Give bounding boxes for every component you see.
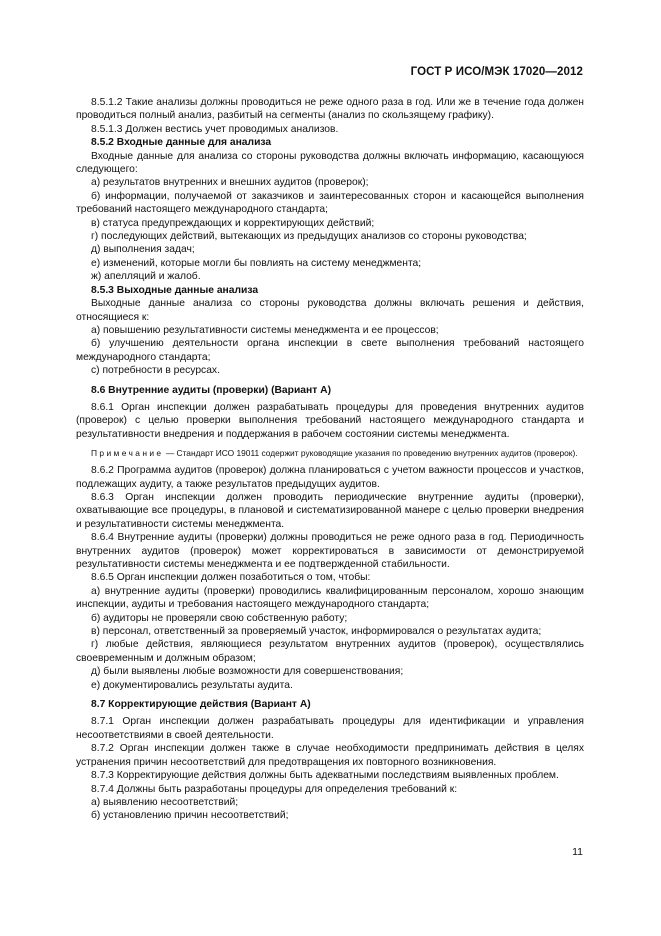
list-item: а) выявлению несоответствий; xyxy=(91,796,239,808)
list-item: б) улучшению деятельности органа инспекции в свете выполнения требований настоящего международного стандарта; xyxy=(76,338,584,363)
paragraph: 8.6.5 Орган инспекции должен позаботиться о том, чтобы: xyxy=(91,572,371,584)
list-item: б) установлению причин несоответствий; xyxy=(91,810,289,822)
paragraph: 8.5.1.2 Такие анализы должны проводиться не реже одного раза в год. Или же в течение года должен проводиться полный анализ, разбитый на сегменты (анализ по скользящему графику). xyxy=(76,97,584,122)
page-header: ГОСТ Р ИСО/МЭК 17020—2012 xyxy=(410,66,583,78)
list-item: ж) апелляций и жалоб. xyxy=(91,271,201,283)
section-heading: 8.6 Внутренние аудиты (проверки) (Вариант А) xyxy=(91,384,331,396)
list-item: б) аудиторы не проверяли свою собственную работу; xyxy=(91,612,348,624)
note-label: Примечание xyxy=(91,448,164,459)
paragraph: 8.6.2 Программа аудитов (проверок) должна планироваться с учетом важности процессов и участков, подлежащих аудиту, а также результатов предыдущих аудитов. xyxy=(76,465,584,490)
section-heading: 8.5.3 Выходные данные анализа xyxy=(91,284,259,296)
list-item: е) изменений, которые могли бы повлиять на систему менеджмента; xyxy=(91,257,422,269)
page-number: 11 xyxy=(572,846,583,858)
list-item: а) внутренние аудиты (проверки) проводились квалифицированным персоналом, хорошо знающим инспекции, аудиты и требования настоящего международного стандарта; xyxy=(76,585,584,611)
paragraph: 8.7.4 Должны быть разработаны процедуры для определения требований к: xyxy=(91,783,458,795)
list-item: а) результатов внутренних и внешних аудитов (проверок); xyxy=(91,177,369,189)
note xyxy=(76,447,584,459)
list-item: г) последующих действий, вытекающих из предыдущих анализов со стороны руководства; xyxy=(91,231,527,243)
list-item: е) документировались результаты аудита. xyxy=(91,679,293,691)
document-body xyxy=(76,96,584,823)
list-item: д) были выявлены любые возможности для совершенствования; xyxy=(91,666,404,678)
paragraph: Выходные данные анализа со стороны руководства должны включать решения и действия, относящиеся к: xyxy=(76,298,584,323)
list-item: б) информации, получаемой от заказчиков и заинтересованных сторон и касающейся выполнения требований настоящего международного стандарта; xyxy=(76,190,584,216)
paragraph: 8.7.2 Орган инспекции должен также в случае необходимости предпринимать действия в целях устранения причин несоответствий для предотвращения их повторного возникновения. xyxy=(76,743,584,768)
paragraph: 8.6.4 Внутренние аудиты (проверки) должны проводиться не реже одного раза в год. Периодичность внутренних аудитов (проверок) может корректироваться в зависимости от демонстрируемой результативности системы менеджмента и ее подтвержденной стабильности. xyxy=(76,532,584,570)
paragraph: 8.7.1 Орган инспекции должен разрабатывать процедуры для идентификации и управления несоответствиями в своей деятельности. xyxy=(76,716,584,741)
list-item: в) статуса предупреждающих и корректирующих действий; xyxy=(91,217,375,229)
list-item: в) персонал, ответственный за проверяемый участок, информировался о результатах аудита; xyxy=(91,626,542,638)
paragraph: 8.7.3 Корректирующие действия должны быть адекватными последствиям выявленных проблем. xyxy=(91,770,559,782)
paragraph: 8.6.1 Орган инспекции должен разрабатывать процедуры для проведения внутренних аудитов (проверок) с целью проверки выполнения требований настоящего международного стандарта и результативности внедрения и поддержания в рабочем состоянии системы менеджмента. xyxy=(76,401,584,440)
list-item: с) потребности в ресурсах. xyxy=(91,365,220,377)
list-item: г) любые действия, являющиеся результатом внутренних аудитов (проверок), осуществлялись своевременным и должным образом; xyxy=(76,639,584,664)
list-item: д) выполнения задач; xyxy=(91,244,195,256)
section-heading: 8.7 Корректирующие действия (Вариант А) xyxy=(91,699,311,711)
list-item: а) повышению результативности системы менеджмента и ее процессов; xyxy=(91,324,439,336)
note-text: — Стандарт ИСО 19011 содержит руководящие указания по проведению внутренних аудитов (проверок). xyxy=(165,448,578,459)
paragraph: Входные данные для анализа со стороны руководства должны включать информацию, касающуюся следующего: xyxy=(76,150,584,176)
paragraph: 8.5.1.3 Должен вестись учет проводимых анализов. xyxy=(91,123,339,135)
paragraph: 8.6.3 Орган инспекции должен проводить периодические внутренние аудиты (проверки), охватывающие все процедуры, в плановой и систематизированной манере с целью проверки внедрения и результативности системы менеджмента. xyxy=(76,491,584,530)
section-heading: 8.5.2 Входные данные для анализа xyxy=(91,137,272,149)
